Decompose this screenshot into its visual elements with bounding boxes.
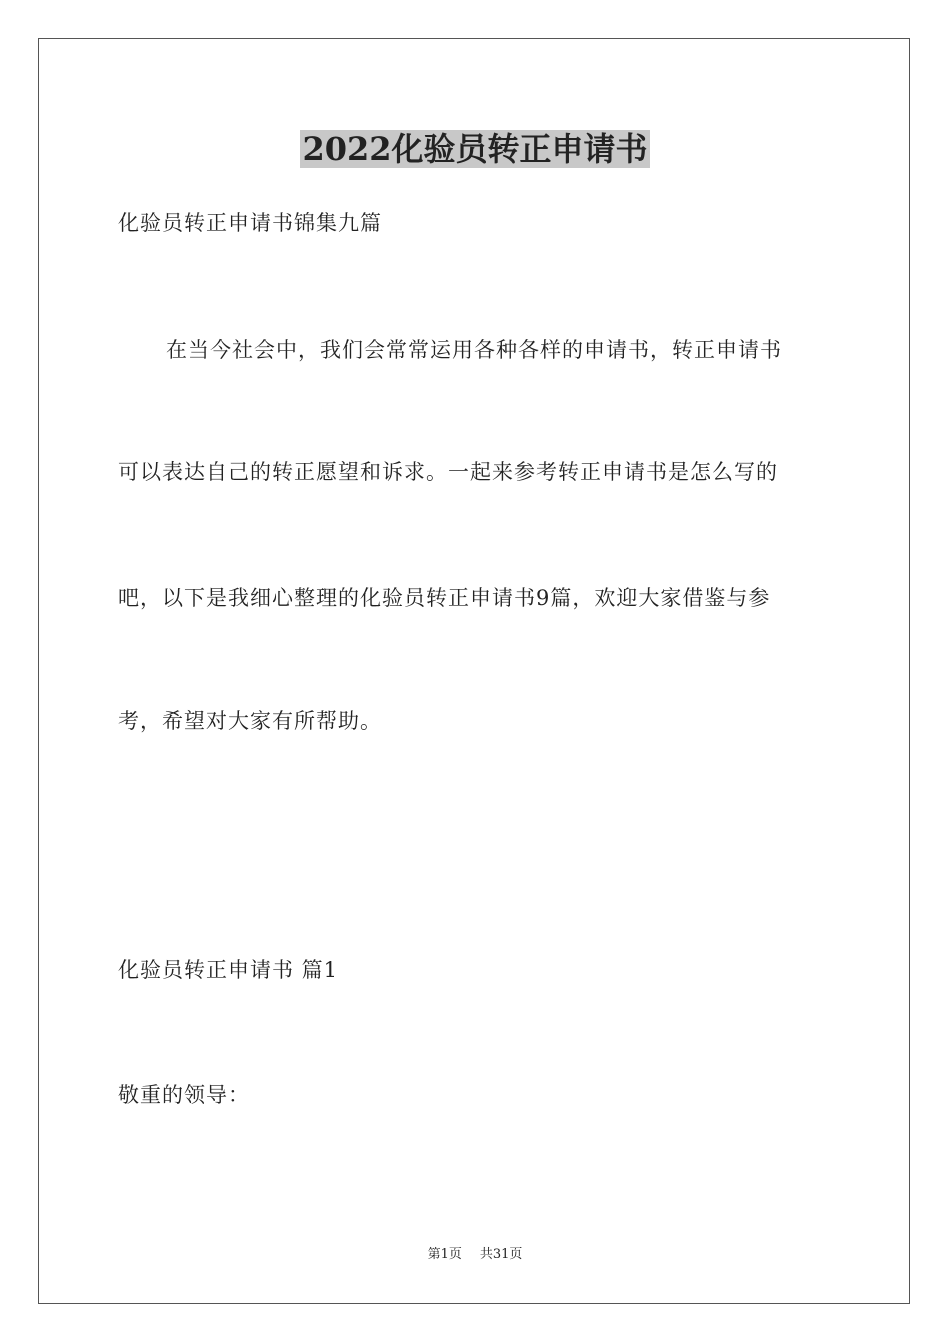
document-title [0, 128, 950, 170]
document-title-text: 2022化验员转正申请书 [302, 130, 648, 168]
page-number: 第1页 [427, 1247, 462, 1262]
intro-line-1: 在当今社会中，我们会常常运用各种各样的申请书，转正申请书 [166, 338, 782, 362]
section-heading: 化验员转正申请书 篇1 [118, 958, 339, 982]
salutation: 敬重的领导： [118, 1083, 250, 1107]
page-total: 共31页 [479, 1247, 523, 1262]
intro-line-2: 可以表达自己的转正愿望和诉求。一起来参考转正申请书是怎么写的 [118, 460, 778, 484]
intro-line-4: 考，希望对大家有所帮助。 [118, 709, 382, 733]
document-subtitle: 化验员转正申请书锦集九篇 [118, 211, 382, 235]
intro-line-3: 吧，以下是我细心整理的化验员转正申请书9篇，欢迎大家借鉴与参 [118, 586, 771, 610]
page-footer [0, 1246, 950, 1264]
